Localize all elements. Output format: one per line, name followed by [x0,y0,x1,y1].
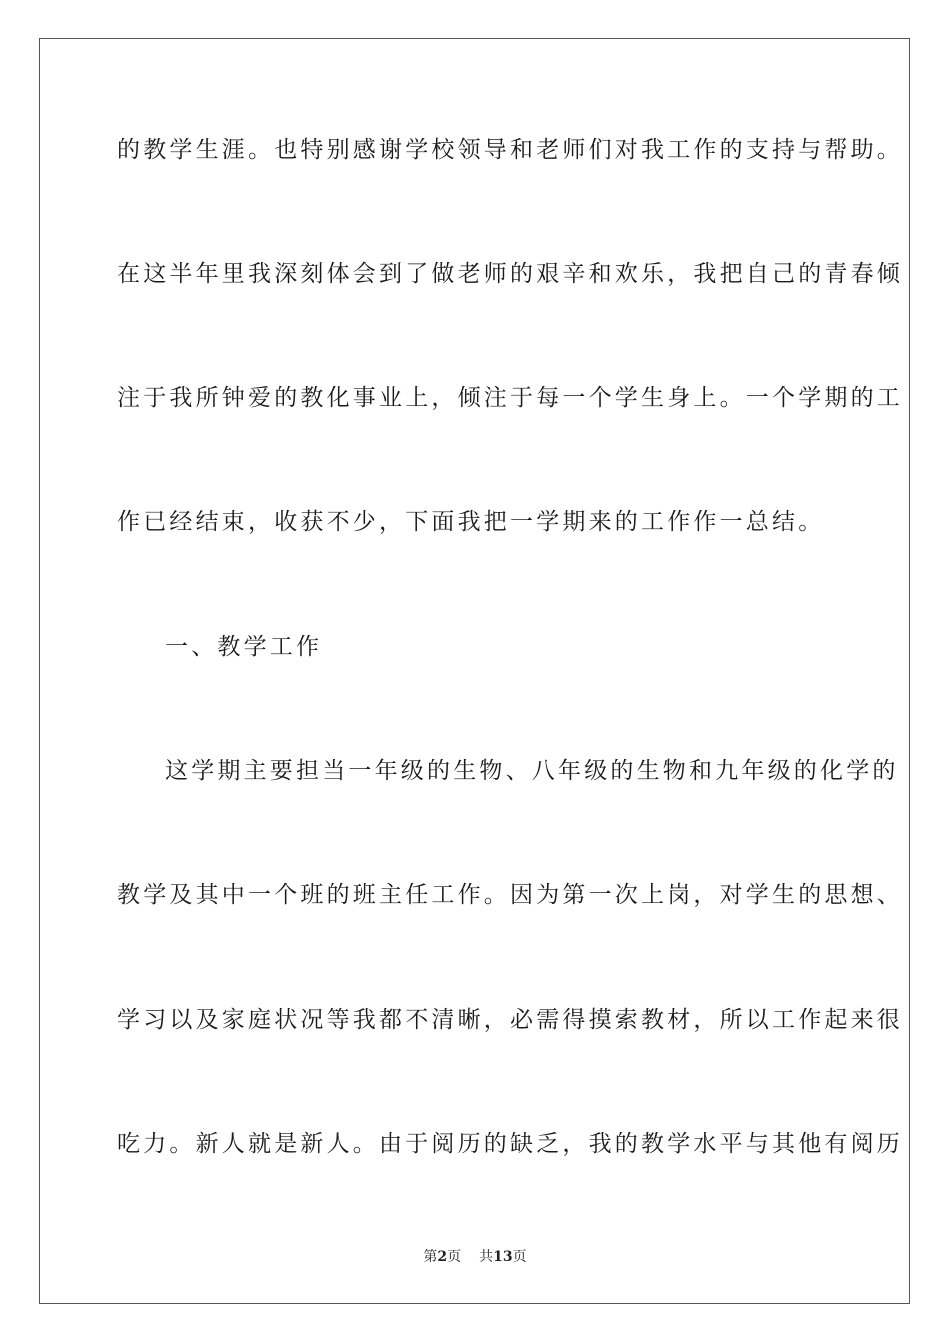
body-line-7: 教学及其中一个班的班主任工作。因为第一次上岗，对学生的思想、 [117,882,903,908]
body-line-4: 作已经结束，收获不少，下面我把一学期来的工作作一总结。 [117,509,825,535]
section-heading: 一、教学工作 [165,634,323,660]
total-pages: 13 [493,1249,513,1265]
total-prefix: 共 [479,1249,494,1265]
page-border [39,38,910,1304]
page-prefix: 第 [423,1249,438,1265]
page-footer [0,1248,950,1266]
total-suffix: 页 [512,1249,527,1265]
body-line-1: 的教学生涯。也特别感谢学校领导和老师们对我工作的支持与帮助。 [117,137,903,163]
page-suffix: 页 [447,1249,462,1265]
body-line-2: 在这半年里我深刻体会到了做老师的艰辛和欢乐，我把自己的青春倾 [117,261,903,287]
body-line-8: 学习以及家庭状况等我都不清晰，必需得摸索教材，所以工作起来很 [117,1007,903,1033]
body-line-6: 这学期主要担当一年级的生物、八年级的生物和九年级的化学的 [165,758,899,784]
body-line-9: 吃力。新人就是新人。由于阅历的缺乏，我的教学水平与其他有阅历 [117,1131,903,1157]
body-line-3: 注于我所钟爱的教化事业上，倾注于每一个学生身上。一个学期的工 [117,385,903,411]
page-number: 2 [437,1249,448,1265]
